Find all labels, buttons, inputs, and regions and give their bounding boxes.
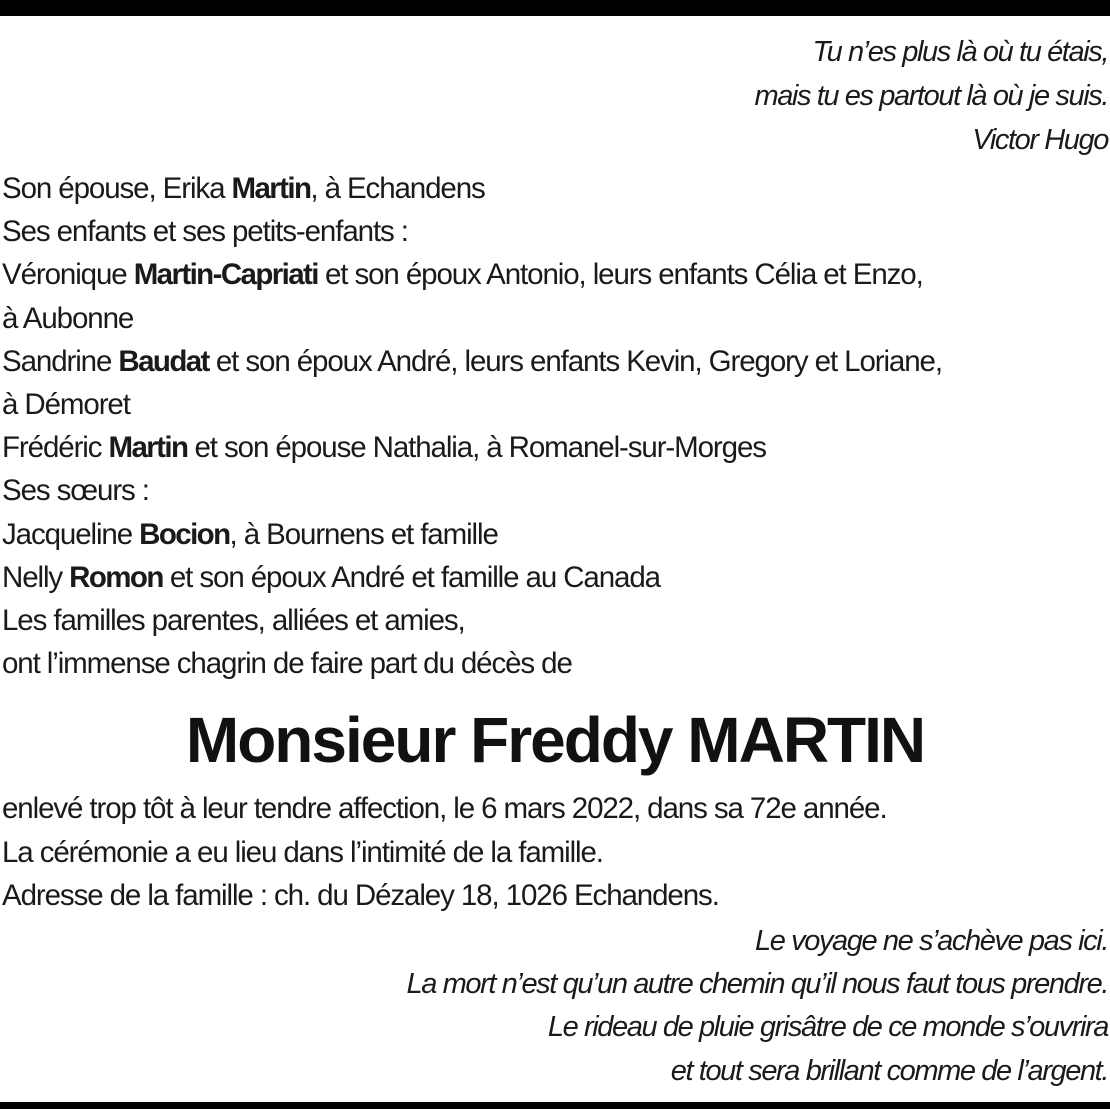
- family-line-text: , à Bournens et famille: [229, 517, 498, 551]
- family-surname: Bocion: [139, 517, 230, 551]
- family-surname: Martin: [231, 172, 311, 205]
- family-line-text: Sandrine: [2, 344, 119, 378]
- closing-line: La cérémonie a eu lieu dans l’intimité de la famille.: [2, 835, 603, 869]
- family-line-text: Ses sœurs :: [2, 474, 149, 508]
- family-line: [2, 642, 1108, 685]
- family-surname: Martin: [108, 431, 188, 465]
- family-surname: Romon: [69, 560, 163, 594]
- family-surname: Baudat: [118, 344, 209, 378]
- family-line: [2, 253, 1108, 296]
- top-border-rule: [0, 0, 1110, 16]
- epigraph-top: [408, 30, 1108, 162]
- family-line: [2, 513, 1108, 556]
- family-line-text: Nelly: [2, 560, 70, 594]
- family-line: [2, 556, 1108, 599]
- family-line-text: Véronique: [2, 258, 134, 292]
- family-announcement: [2, 167, 1108, 685]
- family-line-text: Son épouse, Erika: [2, 172, 232, 205]
- family-line-text: Jacqueline: [2, 517, 140, 551]
- epigraph-author: Victor Hugo: [972, 124, 1108, 156]
- family-line: [2, 167, 1108, 210]
- closing-text: [2, 787, 1108, 918]
- epigraph-line: mais tu es partout là où je suis.: [754, 80, 1108, 112]
- closing-line: Adresse de la famille : ch. du Dézaley 18, 1026 Echandens.: [2, 879, 719, 912]
- family-line-text: et son épouse Nathalia, à Romanel-sur-Morges: [187, 431, 766, 465]
- epigraph-line: Le voyage ne s’achève pas ici.: [755, 925, 1108, 957]
- family-line-text: Les familles parentes, alliées et amies,: [2, 603, 465, 637]
- family-line: [2, 297, 1108, 340]
- closing-line: enlevé trop tôt à leur tendre affection, le 6 mars 2022, dans sa 72e année.: [2, 792, 887, 825]
- epigraph-line: Tu n’es plus là où tu étais,: [812, 36, 1108, 68]
- bottom-border-rule: [0, 1102, 1110, 1109]
- deceased-name: Monsieur Freddy MARTIN: [185, 704, 925, 776]
- epigraph-line: et tout sera brillant comme de l’argent.: [670, 1054, 1108, 1087]
- family-surname: Martin-Capriati: [133, 258, 318, 292]
- epigraph-line: La mort n’est qu’un autre chemin qu’il nous faut tous prendre.: [406, 968, 1108, 1001]
- family-line: [2, 426, 1108, 469]
- family-line: [2, 340, 1108, 383]
- family-line-text: à Démoret: [2, 387, 130, 421]
- family-line-text: Ses enfants et ses petits-enfants :: [2, 215, 408, 249]
- family-line-text: Frédéric: [2, 431, 109, 465]
- family-line: [2, 469, 1108, 512]
- family-line: [2, 599, 1108, 642]
- epigraph-bottom: [208, 920, 1108, 1093]
- family-line-text: et son époux Antonio, leurs enfants Célia et Enzo,: [317, 258, 923, 292]
- family-line-text: , à Echandens: [310, 172, 485, 205]
- family-line: [2, 383, 1108, 426]
- family-line-text: ont l’immense chagrin de faire part du décès de: [2, 647, 572, 681]
- epigraph-line: Le rideau de pluie grisâtre de ce monde s’ouvrira: [547, 1011, 1108, 1044]
- family-line-text: et son époux André et famille au Canada: [162, 560, 660, 594]
- family-line-text: à Aubonne: [2, 301, 134, 335]
- family-line-text: et son époux André, leurs enfants Kevin, Gregory et Loriane,: [208, 344, 942, 378]
- family-line: [2, 210, 1108, 253]
